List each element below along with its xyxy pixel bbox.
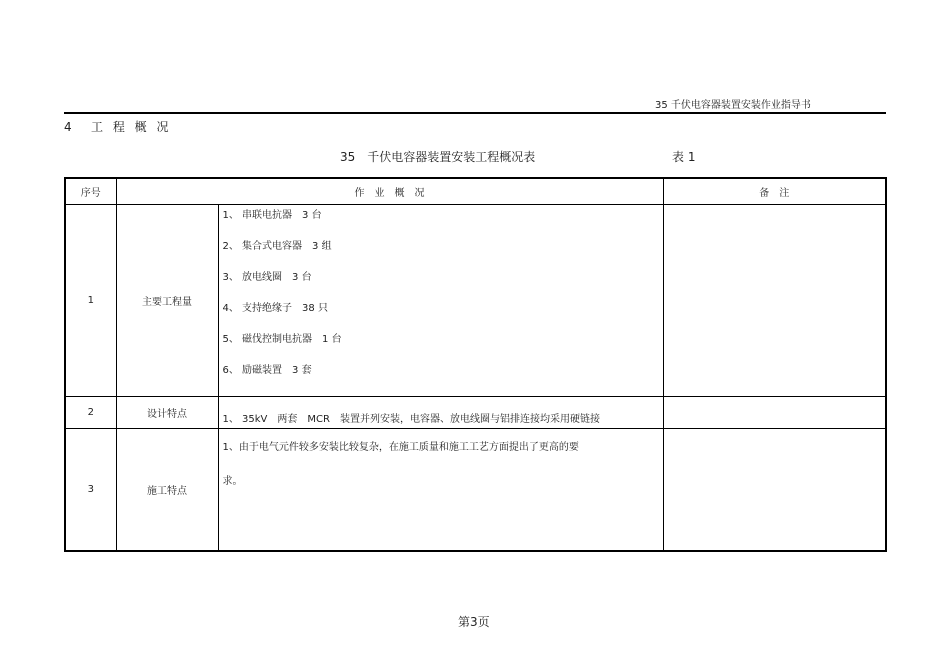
- row-note: [663, 428, 886, 551]
- page-number: 第3页: [458, 615, 490, 629]
- table-row: [65, 428, 886, 551]
- description-line: 1、由于电气元件较多安装比较复杂，在施工质量和施工工艺方面提出了更高的要: [222, 441, 579, 453]
- header-no: 序号: [65, 178, 116, 204]
- table-number: 表 1: [672, 150, 696, 164]
- list-item: 5、 磁伐控制电抗器 1 台: [222, 333, 342, 345]
- list-item: 4、 支持绝缘子 38 只: [222, 302, 328, 314]
- section-heading: [64, 118, 171, 135]
- section-number: 4: [64, 120, 72, 134]
- work-item-list: [223, 205, 663, 396]
- row-description: 1、 35kV 两套 MCR 装置并列安装，电容器、放电线圈与铝排连接均采用硬链接: [218, 396, 663, 428]
- header-rule: [64, 112, 886, 114]
- row-category: 主要工程量: [116, 204, 218, 396]
- table-row: [65, 204, 886, 396]
- table-title: 35 千伏电容器装置安装工程概况表: [340, 150, 536, 164]
- header-notes: 备 注: [663, 178, 886, 204]
- running-header-title: 35 千伏电容器装置安装作业指导书: [655, 100, 811, 111]
- row-number: 3: [65, 428, 116, 551]
- row-category: 施工特点: [116, 428, 218, 551]
- row-note: [663, 396, 886, 428]
- table-row: [65, 396, 886, 428]
- row-note: [663, 204, 886, 396]
- row-description: [218, 428, 663, 551]
- list-item: 1、 串联电抗器 3 台: [222, 209, 322, 221]
- overview-table: [64, 177, 887, 552]
- list-item: 3、 放电线圈 3 台: [222, 271, 312, 283]
- row-number: 1: [65, 204, 116, 396]
- header-description: 作 业 概 况: [116, 178, 663, 204]
- list-item: 6、 励磁装置 3 套: [222, 364, 312, 376]
- list-item: 2、 集合式电容器 3 组: [222, 240, 332, 252]
- section-title: 工 程 概 况: [91, 120, 172, 134]
- row-number: 2: [65, 396, 116, 428]
- row-description: [218, 204, 663, 396]
- description-line: 求。: [222, 475, 243, 487]
- table-header-row: [65, 178, 886, 204]
- row-category: 设计特点: [116, 396, 218, 428]
